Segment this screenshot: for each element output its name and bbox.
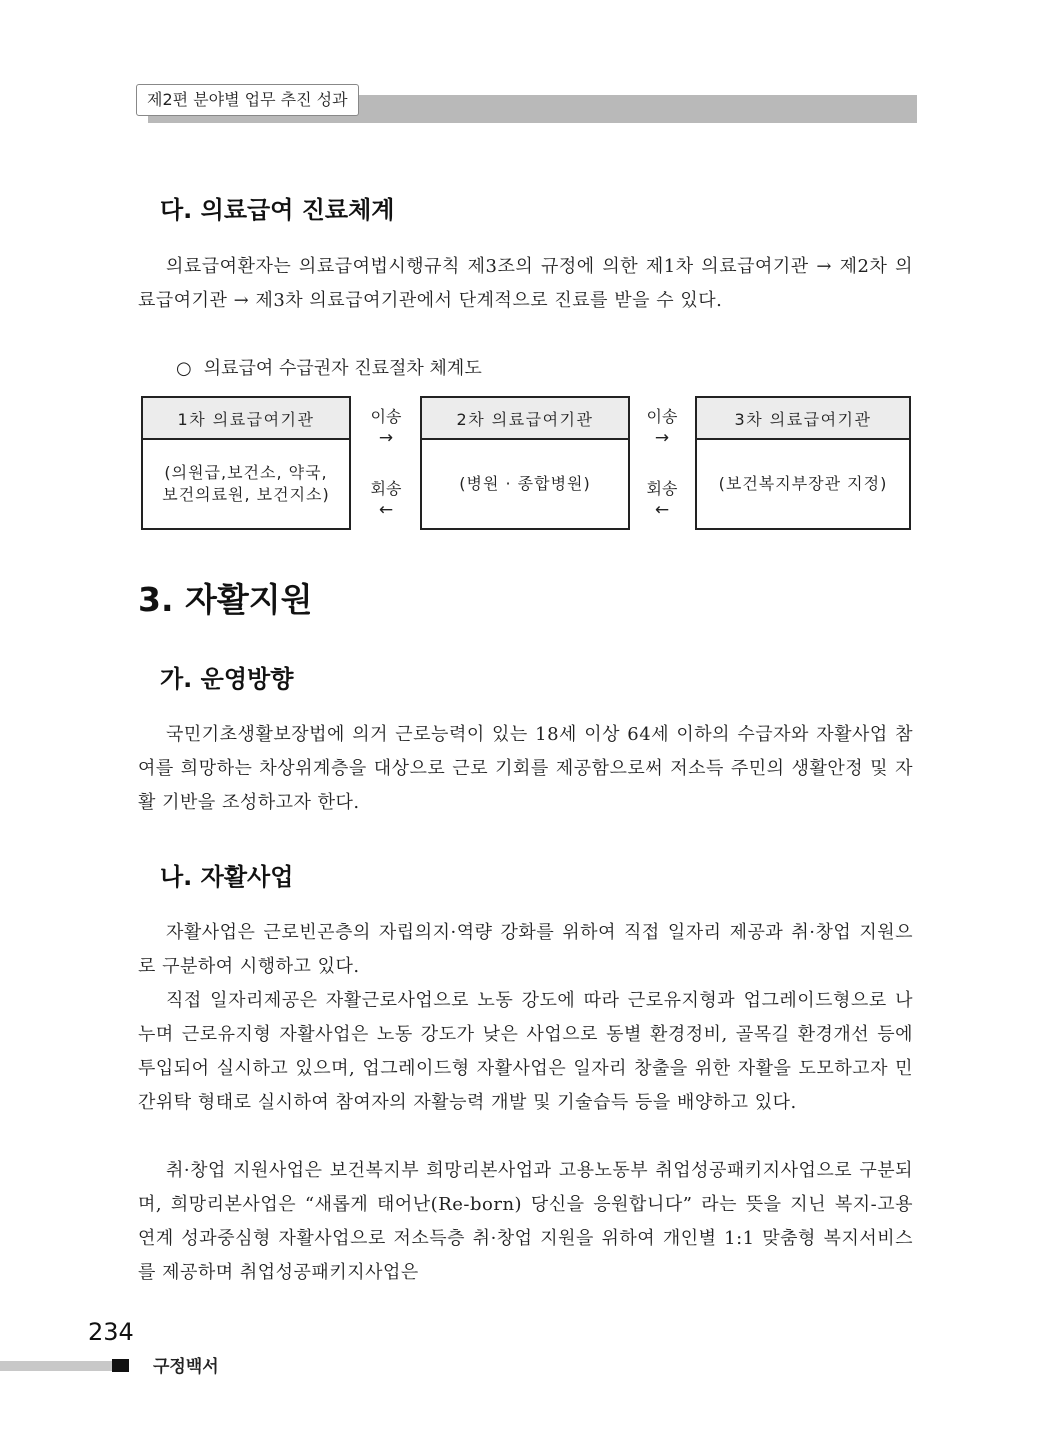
arrow-left-icon: ← — [654, 500, 670, 520]
flow-box-secondary — [420, 396, 630, 530]
return-label: 회송 — [370, 479, 402, 498]
flow-box-title: 3차 의료급여기관 — [697, 398, 909, 440]
paragraph-program-3: 취·창업 지원사업은 보건복지부 희망리본사업과 고용노동부 취업성공패키지사업으로 구분되며, 희망리본사업은 “새롭게 태어난(Re-born) 당신을 응원합니다” 라는 뜻을 지닌 복지-고용 연계 성과중심형 자활사업으로 저소득층 취·창업 지원을 위하여 개인별 1:1 맞춤형 복지서비스를 제공하며 취업성공패키지사업은 — [138, 1160, 913, 1283]
heading-self-support: 3. 자활지원 — [138, 580, 313, 619]
flow-box-body: (의원급,보건소, 약국, 보건의료원, 보건지소) — [162, 463, 330, 504]
paragraph-program-2: 직접 일자리제공은 자활근로사업으로 노동 강도에 따라 근로유지형과 업그레이드형으로 나누며 근로유지형 자활사업은 노동 강도가 낮은 사업으로 동별 환경정비, 골목길 환경개선 등에 투입되어 실시하고 있으며, 업그레이드형 자활사업은 일자리 창출을 위한 자활을 도모하고자 민간위탁 형태로 실시하여 참여자의 자활능력 개발 및 기술습득 등을 배양하고 있다. — [138, 990, 913, 1113]
footer-book-title: 구정백서 — [153, 1357, 219, 1377]
bullet-flow-caption — [176, 352, 482, 386]
heading-medical-care-system: 다. 의료급여 진료체계 — [160, 196, 395, 224]
heading-self-support-program: 나. 자활사업 — [160, 863, 294, 891]
section-tab: 제2편 분야별 업무 추진 성과 — [136, 84, 359, 116]
flow-connector-2 — [630, 400, 694, 526]
flow-box-body: (병원 · 종합병원) — [459, 474, 591, 493]
flow-box-title: 2차 의료급여기관 — [422, 398, 628, 440]
bullet-circle-icon: ○ — [176, 358, 192, 379]
flow-box-tertiary — [695, 396, 911, 530]
transfer-label: 이송 — [646, 407, 678, 426]
flow-box-primary — [141, 396, 351, 530]
flow-box-body: (보건복지부장관 지정) — [718, 474, 888, 493]
arrow-left-icon: ← — [378, 500, 394, 520]
arrow-right-icon: → — [654, 428, 670, 448]
flow-connector-1 — [354, 400, 418, 526]
arrow-right-icon: → — [378, 428, 394, 448]
transfer-label: 이송 — [370, 407, 402, 426]
page-number: 234 — [88, 1318, 134, 1346]
flow-box-title: 1차 의료급여기관 — [143, 398, 349, 440]
paragraph-operating-direction: 국민기초생활보장법에 의거 근로능력이 있는 18세 이상 64세 이하의 수급자와 자활사업 참여를 희망하는 차상위계층을 대상으로 근로 기회를 제공함으로써 저소득 주민의 생활안정 및 자활 기반을 조성하고자 한다. — [138, 724, 913, 813]
footer-rule-bar — [0, 1361, 112, 1371]
footer-square-marker — [112, 1359, 129, 1372]
bullet-text: 의료급여 수급권자 진료절차 체계도 — [203, 358, 482, 379]
heading-operating-direction: 가. 운영방향 — [160, 665, 294, 693]
paragraph-program-1: 자활사업은 근로빈곤층의 자립의지·역량 강화를 위하여 직접 일자리 제공과 취·창업 지원으로 구분하여 시행하고 있다. — [138, 922, 913, 977]
paragraph-medical-care: 의료급여환자는 의료급여법시행규칙 제3조의 규정에 의한 제1차 의료급여기관 → 제2차 의료급여기관 → 제3차 의료급여기관에서 단계적으로 진료를 받을 수 있다. — [138, 256, 913, 311]
return-label: 회송 — [646, 479, 678, 498]
